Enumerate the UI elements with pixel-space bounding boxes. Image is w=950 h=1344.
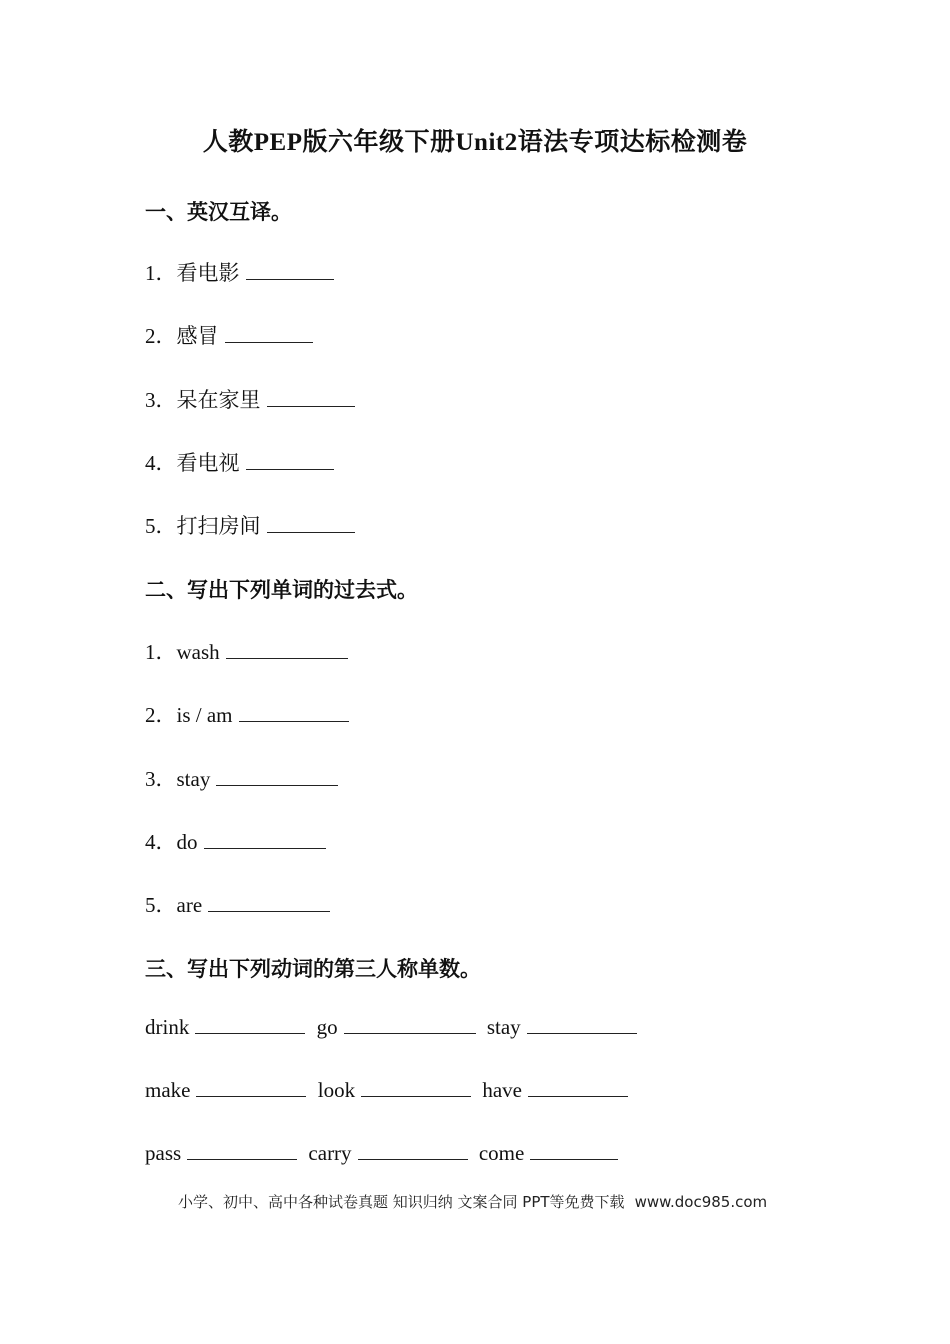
verb-word: stay: [486, 1015, 521, 1039]
item-text: 看电影: [176, 261, 240, 285]
answer-blank[interactable]: [361, 1078, 471, 1097]
answer-blank[interactable]: [267, 514, 355, 533]
answer-blank[interactable]: [208, 893, 330, 912]
section-1-item-4: [145, 447, 334, 477]
verb-word: have: [482, 1078, 522, 1102]
item-text: 呆在家里: [176, 388, 261, 412]
answer-blank[interactable]: [239, 703, 349, 722]
answer-blank[interactable]: [196, 1078, 306, 1097]
item-text: 感冒: [176, 324, 219, 348]
item-number: 5．: [145, 514, 177, 538]
answer-blank[interactable]: [226, 640, 348, 659]
verb-word: come: [478, 1141, 525, 1165]
item-text: wash: [176, 640, 220, 664]
section-2-item-1: [145, 636, 348, 666]
item-text: are: [176, 893, 203, 917]
footer-url[interactable]: www.doc985.com: [634, 1193, 768, 1211]
item-number: 1．: [145, 640, 177, 664]
section-2-item-2: [145, 699, 349, 729]
verb-word: go: [316, 1015, 338, 1039]
item-number: 2．: [145, 703, 177, 727]
item-number: 3．: [145, 767, 177, 791]
answer-blank[interactable]: [204, 830, 326, 849]
item-text: 看电视: [176, 451, 240, 475]
section-3-row-3: [145, 1141, 618, 1166]
verb-word: pass: [145, 1141, 182, 1165]
answer-blank[interactable]: [527, 1015, 637, 1034]
item-text: do: [176, 830, 198, 854]
answer-blank[interactable]: [225, 324, 313, 343]
answer-blank[interactable]: [344, 1015, 476, 1034]
item-number: 4．: [145, 830, 177, 854]
section-2-item-3: [145, 763, 338, 793]
item-text: stay: [176, 767, 211, 791]
verb-word: make: [145, 1078, 191, 1102]
section-3-heading: 三、写出下列动词的第三人称单数。: [145, 957, 481, 981]
answer-blank[interactable]: [528, 1078, 628, 1097]
answer-blank[interactable]: [267, 388, 355, 407]
section-1-item-3: [145, 384, 355, 414]
section-2-heading: 二、写出下列单词的过去式。: [145, 578, 418, 602]
answer-blank[interactable]: [246, 451, 334, 470]
section-1-item-5: [145, 510, 355, 540]
section-2-item-5: [145, 889, 330, 919]
section-2-item-4: [145, 826, 326, 856]
footer-text: 小学、初中、高中各种试卷真题 知识归纳 文案合同 PPT等免费下载: [178, 1193, 625, 1211]
answer-blank[interactable]: [195, 1015, 305, 1034]
verb-word: look: [317, 1078, 356, 1102]
answer-blank[interactable]: [246, 261, 334, 280]
answer-blank[interactable]: [530, 1141, 618, 1160]
item-number: 4．: [145, 451, 177, 475]
page-title: 人教PEP版六年级下册Unit2语法专项达标检测卷: [202, 129, 748, 156]
section-3-row-2: [145, 1078, 628, 1103]
item-number: 1．: [145, 261, 177, 285]
item-number: 2．: [145, 324, 177, 348]
verb-word: carry: [308, 1141, 352, 1165]
answer-blank[interactable]: [187, 1141, 297, 1160]
item-number: 5．: [145, 893, 177, 917]
section-1-item-1: [145, 257, 334, 287]
verb-word: drink: [145, 1015, 190, 1039]
section-1-heading: 一、英汉互译。: [145, 200, 292, 224]
item-text: is / am: [176, 703, 233, 727]
item-text: 打扫房间: [176, 514, 261, 538]
item-number: 3．: [145, 388, 177, 412]
answer-blank[interactable]: [358, 1141, 468, 1160]
section-3-row-1: [145, 1015, 637, 1040]
answer-blank[interactable]: [216, 767, 338, 786]
section-1-item-2: [145, 320, 313, 350]
page-footer: [178, 1191, 767, 1212]
